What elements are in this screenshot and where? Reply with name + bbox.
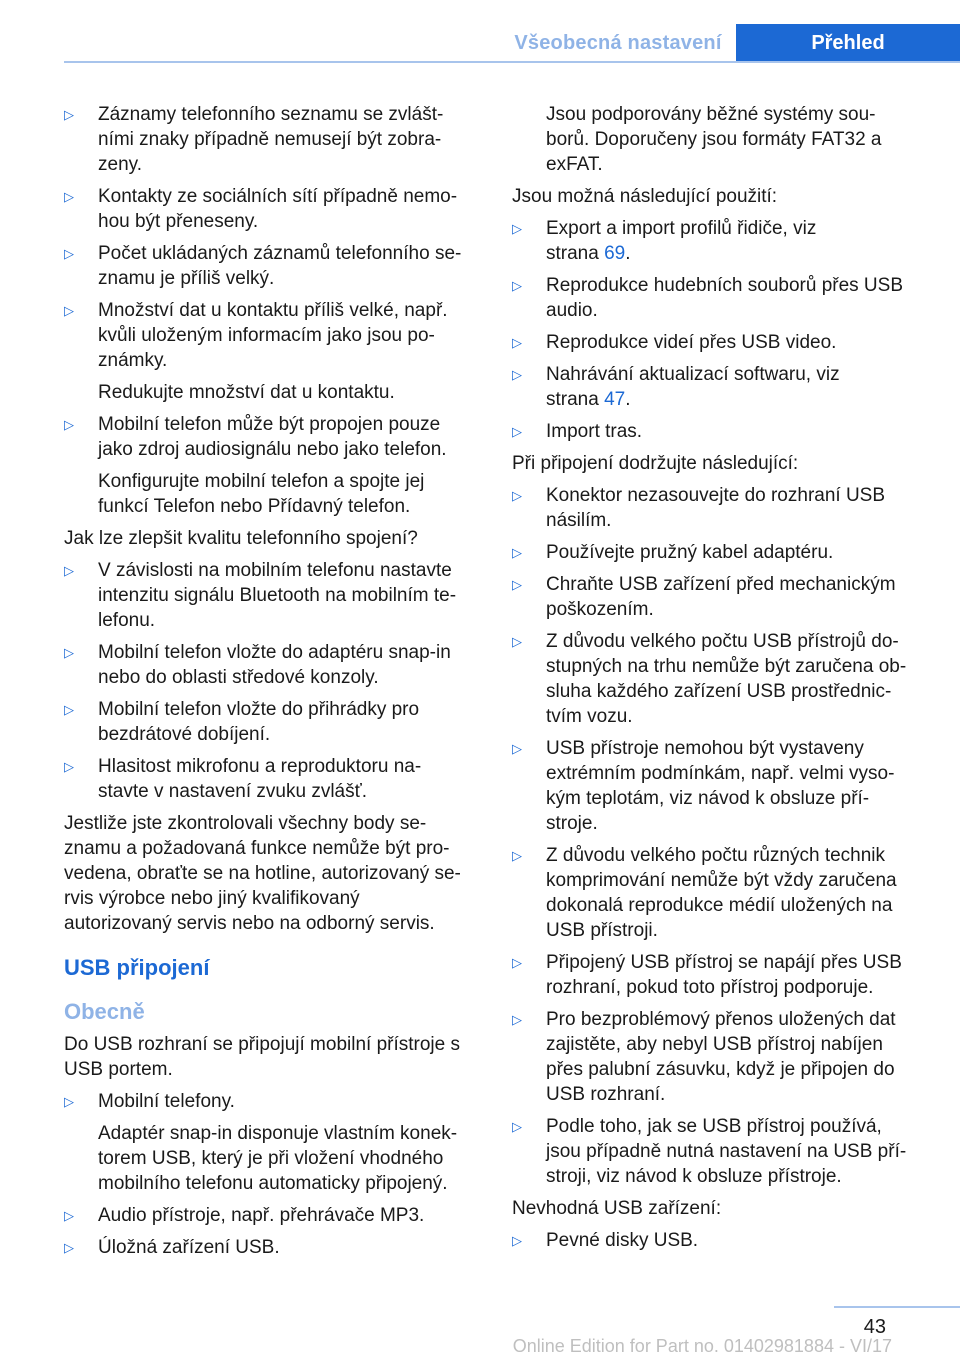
list-item-text: Reprodukce videí přes USB video. (546, 332, 837, 353)
triangle-bullet-icon: ▷ (64, 645, 74, 660)
unsuitable-paragraph: Nevhodná USB zařízení: (512, 1198, 722, 1219)
triangle-bullet-icon: ▷ (64, 1208, 74, 1223)
section-heading-usb: USB připojení (64, 955, 210, 980)
list-item-text-part: . (625, 389, 631, 410)
uses-paragraph: Jsou možná následující použití: (512, 186, 778, 207)
list-item (64, 241, 476, 291)
list-item (512, 1114, 928, 1189)
list-item (64, 558, 476, 633)
list-item (512, 1228, 928, 1253)
list-item-text: Mobilní telefon vložte do přihrádky pro bezdrátové dobíjení. (98, 699, 420, 745)
list-item (512, 330, 928, 355)
list-item-text: Z důvodu velkého počtu USB přístrojů do- stupných na trhu nemůže být zaručena ob- sluha každého zařízení USB prostřednic- tvím vozu. (546, 631, 907, 727)
list-item (512, 629, 928, 729)
list-item-text: Hlasitost mikrofonu a reproduktoru na- stavte v nastavení zvuku zvlášť. (98, 756, 422, 802)
triangle-bullet-icon: ▷ (512, 278, 522, 293)
footer-rule (834, 1306, 960, 1308)
list-item (64, 184, 476, 234)
triangle-bullet-icon: ▷ (512, 741, 522, 756)
continued-item-text: Jsou podporovány běžné systémy sou- borů. Doporučeny jsou formáty FAT32 a exFAT. (546, 104, 882, 175)
triangle-bullet-icon: ▷ (512, 545, 522, 560)
list-item (512, 483, 928, 533)
list-item-text: USB přístroje nemohou být vystaveny extrémním podmínkám, např. velmi vyso- kým teplotám, viz návod k obsluze pří- stroje. (546, 738, 895, 834)
triangle-bullet-icon: ▷ (512, 955, 522, 970)
list-item (64, 102, 476, 177)
list-item (64, 697, 476, 747)
list-item-note: Redukujte množství dat u kontaktu. (98, 382, 395, 403)
triangle-bullet-icon: ▷ (64, 417, 74, 432)
list-item (512, 362, 928, 412)
list-item-text (546, 216, 928, 266)
usb-intro-paragraph: Do USB rozhraní se připojují mobilní přístroje s USB portem. (64, 1034, 460, 1080)
list-item-text: Pro bezproblémový přenos uložených dat zajistěte, aby nebyl USB přístroj nabíjen přes palubní zásuvku, když je připojen do USB rozhraní. (546, 1009, 896, 1105)
service-paragraph: Jestliže jste zkontrolovali všechny body se- znamu a požadovaná funkce nemůže být pro- vedena, obraťte se na hotline, autorizovaný se- rvis výrobce nebo jiný kvalifikovaný autorizovaný servis nebo na odborný servis. (64, 813, 461, 934)
triangle-bullet-icon: ▷ (512, 848, 522, 863)
list-item (512, 950, 928, 1000)
triangle-bullet-icon: ▷ (512, 1012, 522, 1027)
list-item-text: Reprodukce hudebních souborů přes USB audio. (546, 275, 904, 321)
list-item-text: Mobilní telefony. (98, 1091, 235, 1112)
list-item-text: Záznamy telefonního seznamu se zvlášt- ními znaky případně nemusejí být zobra- zeny. (98, 104, 444, 175)
header-section-title: Všeobecná nastavení (514, 32, 722, 54)
list-item-text: Konektor nezasouvejte do rozhraní USB násilím. (546, 485, 886, 531)
list-item-text: Mobilní telefon může být propojen pouze jako zdroj audiosignálu nebo jako telefon. (98, 414, 447, 460)
list-item-text: Audio přístroje, např. přehrávače MP3. (98, 1205, 425, 1226)
triangle-bullet-icon: ▷ (64, 563, 74, 578)
left-column (64, 102, 476, 1267)
list-item-note: Konfigurujte mobilní telefon a spojte jej funkcí Telefon nebo Přídavný telefon. (98, 471, 425, 517)
page-number: 43 (863, 1316, 886, 1338)
observe-paragraph: Při připojení dodržujte následující: (512, 453, 799, 474)
triangle-bullet-icon: ▷ (64, 107, 74, 122)
triangle-bullet-icon: ▷ (64, 189, 74, 204)
list-item (64, 412, 476, 462)
header-rule (64, 61, 960, 63)
list-item-text: Mobilní telefon vložte do adaptéru snap-in nebo do oblasti středové konzoly. (98, 642, 451, 688)
page-link-69[interactable]: 69 (604, 243, 626, 264)
triangle-bullet-icon: ▷ (512, 634, 522, 649)
edition-watermark: Online Edition for Part no. 01402981884 - VI/17 (512, 1336, 892, 1356)
list-item (64, 640, 476, 690)
list-item-text: Úložná zařízení USB. (98, 1237, 280, 1258)
list-item-text-part: Export a import profilů řidiče, viz strana (546, 218, 817, 264)
triangle-bullet-icon: ▷ (512, 221, 522, 236)
list-item-text: Kontakty ze sociálních sítí případně nemo- hou být přeneseny. (98, 186, 458, 232)
triangle-bullet-icon: ▷ (512, 577, 522, 592)
list-item (64, 1203, 476, 1228)
triangle-bullet-icon: ▷ (64, 759, 74, 774)
list-item (64, 1089, 476, 1114)
list-item (512, 843, 928, 943)
list-item (64, 754, 476, 804)
page-link-47[interactable]: 47 (604, 389, 626, 410)
list-item-text: Pevné disky USB. (546, 1230, 699, 1251)
question-paragraph: Jak lze zlepšit kvalitu telefonního spojení? (64, 528, 418, 549)
list-item-text: Počet ukládaných záznamů telefonního se- znamu je příliš velký. (98, 243, 462, 289)
triangle-bullet-icon: ▷ (512, 1119, 522, 1134)
triangle-bullet-icon: ▷ (64, 246, 74, 261)
list-item-text: Z důvodu velkého počtu různých technik komprimování nemůže být vždy zaručena dokonalá reprodukce médií uložených na USB přístroji. (546, 845, 897, 941)
list-item (512, 736, 928, 836)
subsection-heading-general: Obecně (64, 999, 145, 1024)
triangle-bullet-icon: ▷ (64, 1240, 74, 1255)
triangle-bullet-icon: ▷ (64, 702, 74, 717)
triangle-bullet-icon: ▷ (64, 303, 74, 318)
right-column (512, 102, 928, 1260)
triangle-bullet-icon: ▷ (512, 1233, 522, 1248)
list-item-text: Podle toho, jak se USB přístroj používá, jsou případně nutná nastavení na USB pří- stroji, viz návod k obsluze přístroje. (546, 1116, 907, 1187)
triangle-bullet-icon: ▷ (512, 335, 522, 350)
list-item (64, 1235, 476, 1260)
list-item-text: Používejte pružný kabel adaptéru. (546, 542, 834, 563)
list-item (512, 1007, 928, 1107)
list-item (512, 216, 928, 266)
list-item-note: Adaptér snap-in disponuje vlastním konek- torem USB, který je při vložení vhodného mobilního telefonu automaticky připojený. (98, 1123, 458, 1194)
list-item (64, 298, 476, 373)
triangle-bullet-icon: ▷ (512, 367, 522, 382)
triangle-bullet-icon: ▷ (512, 424, 522, 439)
triangle-bullet-icon: ▷ (64, 1094, 74, 1109)
list-item-text: Chraňte USB zařízení před mechanickým poškozením. (546, 574, 896, 620)
list-item (512, 572, 928, 622)
list-item (512, 419, 928, 444)
triangle-bullet-icon: ▷ (512, 488, 522, 503)
list-item (512, 273, 928, 323)
list-item-text: Připojený USB přístroj se napájí přes USB rozhraní, pokud toto přístroj podporuje. (546, 952, 902, 998)
list-item-text (546, 362, 928, 412)
list-item (512, 540, 928, 565)
list-item-text: V závislosti na mobilním telefonu nastavte intenzitu signálu Bluetooth na mobilním te- lefonu. (98, 560, 457, 631)
list-item-text-part: Nahrávání aktualizací softwaru, viz strana (546, 364, 840, 410)
list-item-text-part: . (625, 243, 631, 264)
list-item-text: Množství dat u kontaktu příliš velké, např. kvůli uloženým informacím jako jsou po- známky. (98, 300, 448, 371)
list-item-text: Import tras. (546, 421, 643, 442)
header-tab-overview: Přehled (736, 24, 960, 63)
